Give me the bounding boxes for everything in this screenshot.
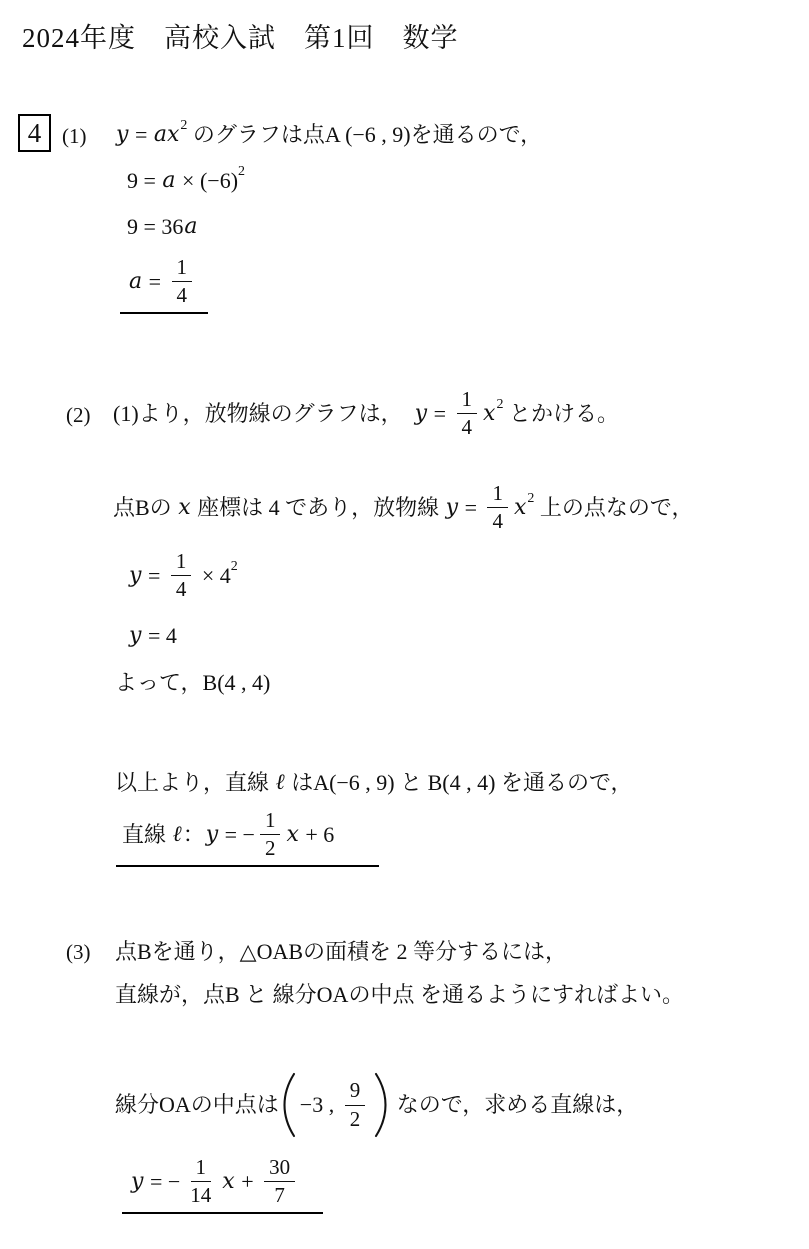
text-run: = [428, 400, 452, 426]
math-variable: ax [153, 122, 180, 147]
math-variable: ℓ [172, 821, 182, 847]
text-run: = [142, 562, 166, 588]
text-run: 点Bの [113, 494, 178, 520]
text-run: = − [219, 821, 255, 847]
math-variable: x [286, 821, 299, 847]
solution-line-p2-B [115, 668, 270, 698]
text-run: = [143, 268, 167, 294]
text-run: 点Bを通り，△OABの面積を 2 等分するには， [115, 939, 568, 964]
text-run: なので，求める直線は， [391, 1092, 639, 1117]
math-superscript: 2 [527, 490, 535, 506]
math-variable: y [131, 1168, 144, 1194]
fraction-numerator: 9 [345, 1078, 366, 1105]
fraction [185, 1155, 216, 1208]
math-variable: y [129, 562, 142, 588]
text-run: 9 = [127, 168, 162, 193]
math-variable: y [116, 122, 129, 147]
math-superscript: 2 [230, 558, 238, 574]
fraction-denominator: 2 [264, 836, 276, 861]
fraction [457, 387, 478, 440]
problem-number-box [18, 114, 51, 152]
text-run: + 6 [299, 821, 335, 847]
math-variable: y [414, 400, 428, 426]
text-run: 上の点なので， [534, 494, 694, 520]
fraction-denominator: 4 [492, 509, 503, 534]
solution-line-p1-eq1 [127, 166, 245, 196]
solution-line-p1-intro [115, 120, 542, 150]
fraction-denominator: 4 [461, 415, 473, 440]
text-run: = [129, 122, 153, 147]
solution-line-p2-conclusion [115, 768, 633, 798]
solution-line-p3-1 [115, 937, 567, 967]
text-run: 線分OAの中点は [115, 1092, 279, 1117]
math-variable: x [222, 1168, 235, 1194]
text-run: × (−6) [176, 168, 239, 193]
text-run: 直線が，点B と 線分OAの中点 を通るようにすればよい。 [115, 982, 684, 1007]
fraction [345, 1078, 366, 1131]
fraction [264, 1155, 295, 1208]
math-variable: x [483, 400, 496, 426]
text-run: = 4 [142, 623, 177, 648]
solution-line-p2-pointB [113, 481, 693, 534]
fraction-denominator: 2 [349, 1106, 361, 1131]
left-paren [281, 1072, 298, 1138]
text-run: = − [144, 1168, 181, 1194]
solution-line-p2-eq2 [128, 621, 177, 651]
math-variable: ℓ [275, 770, 285, 795]
solution-line-p1-eq2 [127, 212, 199, 242]
math-variable: x [178, 494, 191, 520]
fraction [260, 808, 281, 861]
fraction-numerator: 1 [487, 481, 508, 508]
solution-line-p2-eq1 [128, 549, 238, 602]
text-run: 直線 [122, 821, 172, 847]
fraction [171, 549, 192, 602]
math-variable: a [162, 168, 176, 193]
problem-number: 4 [27, 117, 42, 148]
text-run: 以上より，直線 [115, 770, 275, 795]
math-superscript: 2 [238, 164, 246, 179]
fraction-denominator: 4 [176, 283, 188, 308]
text-run: 9 = 36 [127, 214, 184, 239]
math-variable: y [445, 494, 459, 520]
text-run: −3 , [299, 1092, 340, 1117]
solution-line-p2-intro [113, 387, 619, 440]
part-label-3: (3) [66, 940, 91, 964]
fraction-numerator: 1 [457, 387, 478, 414]
text-run: 座標は 4 であり，放物線 [191, 494, 445, 520]
fraction-numerator: 1 [172, 255, 193, 282]
math-superscript: 2 [180, 118, 188, 133]
math-variable: y [129, 623, 142, 648]
fraction-numerator: 30 [264, 1155, 295, 1182]
fraction-numerator: 1 [171, 549, 192, 576]
math-variable: x [513, 494, 527, 520]
math-superscript: 2 [496, 396, 504, 412]
text-run: (1)より，放物線のグラフは， [113, 400, 414, 426]
text-run: のグラフは点A (−6 , 9)を通るので， [187, 122, 543, 147]
fraction-numerator: 1 [191, 1155, 212, 1182]
math-variable: a [184, 214, 198, 239]
solution-line-p3-midpoint [115, 1072, 638, 1138]
part-label-2: (2) [66, 403, 91, 427]
fraction [487, 481, 508, 534]
text-run: ： [182, 821, 205, 847]
math-variable: a [129, 268, 143, 294]
fraction [172, 255, 193, 308]
fraction-denominator: 14 [190, 1183, 212, 1208]
math-variable: y [205, 821, 219, 847]
answer-part2 [116, 808, 379, 867]
solution-line-p3-2 [115, 980, 684, 1010]
text-run: とかける。 [503, 400, 619, 426]
fraction-numerator: 1 [260, 808, 281, 835]
answer-part1 [120, 255, 208, 314]
text-run: + [235, 1168, 260, 1194]
text-run: よって，B(4 , 4) [115, 670, 271, 695]
page-title: 2024年度 高校入試 第1回 数学 [22, 23, 459, 53]
text-run: はA(−6 , 9) と B(4 , 4) を通るので， [285, 770, 633, 795]
part-label-1: (1) [62, 124, 87, 148]
fraction-denominator: 4 [175, 577, 187, 602]
fraction-denominator: 7 [274, 1183, 285, 1208]
right-paren [372, 1072, 389, 1138]
text-run: × 4 [196, 562, 231, 588]
text-run: = [459, 494, 483, 520]
answer-part3 [122, 1155, 323, 1214]
